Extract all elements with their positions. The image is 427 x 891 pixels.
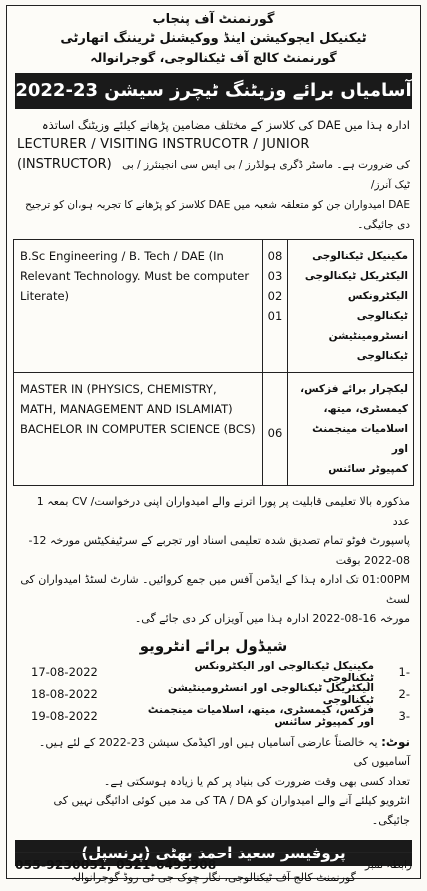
schedule-row <box>17 683 410 705</box>
header-college: گورنمنٹ کالج آف ٹیکنالوجی، گوجرانوالہ <box>90 50 337 65</box>
field-cell <box>288 240 414 373</box>
schedule-row <box>17 705 410 727</box>
schedule-date: 17-08-2022 <box>31 664 98 679</box>
post-field: انسٹرومینٹیشن ٹیکنالوجی <box>328 330 408 362</box>
posts-table <box>13 239 414 486</box>
count-cell <box>263 240 288 373</box>
principal-banner: پروفیسر سعید احمد بھٹی (پرنسپل) <box>15 840 412 866</box>
intro-line-4: DAE امیدواران جن کو متعلقہ شعبہ میں DAE کلاسز کو پڑھانے کا تجربہ ہو،ان کو ترجیح دی جائیگی۔ <box>25 199 410 231</box>
qualification-cell <box>14 373 263 486</box>
post-count: 02 <box>267 289 283 303</box>
college-address: گورنمنٹ کالج آف ٹیکنالوجی، نگار چوک جی ٹی روڈ گوجرانوالہ <box>71 871 356 884</box>
intro-post-titles: LECTURER / VISITING INSTRUCOTR / JUNIOR <box>17 137 310 152</box>
post-field: الیکٹریکل ٹیکنالوجی <box>304 270 408 282</box>
intro-line-3 <box>17 155 410 195</box>
schedule-number: 3- <box>398 708 410 723</box>
instructions-line: 01:00PM تک ادارہ ہذا کے ایڈمن آفس میں جمع کروائیں۔ شارٹ لسٹڈ امیدواران کی لسٹ <box>20 573 410 606</box>
advertisement-page <box>6 5 421 884</box>
title-banner: آسامیاں برائے وزیٹنگ ٹیچرز سیشن 23-2022 <box>15 73 412 109</box>
intro-instructor: (INSTRUCTOR) <box>17 157 112 172</box>
instructions-line: پاسپورٹ فوٹو تمام تصدیق شدہ تعلیمی اسناد اور تجربے کے سرٹیفکیٹس مورخہ 12-08-2022 بوقت <box>28 534 410 567</box>
schedule-row <box>17 661 410 683</box>
post-count: 06 <box>267 426 283 440</box>
qualification-masters: MASTER IN (PHYSICS, CHEMISTRY, MATH, MANAGEMENT AND ISLAMIAT) <box>20 382 233 416</box>
schedule-title: شیڈول برائے انٹرویو <box>139 636 288 655</box>
post-field: مکینیکل ٹیکنالوجی <box>312 250 408 262</box>
schedule-date: 19-08-2022 <box>31 708 98 723</box>
interview-schedule <box>17 661 410 727</box>
instructions-line: مذکورہ بالا تعلیمی قابلیت پر پورا اترنے والے امیدواران اپنی درخواست/ CV بمعہ 1 عدد <box>36 495 410 528</box>
intro-line-1: ادارہ ہذا میں DAE کی کلاسز کے مختلف مضامین پڑھانے کیلئے وزیٹنگ اساتذہ <box>41 118 410 132</box>
header-authority: ٹیکنیکل ایجوکیشن اینڈ ووکیشنل ٹریننگ اتھارٹی <box>60 31 367 46</box>
post-count: 01 <box>267 309 283 323</box>
schedule-subjects: مکینیکل ٹیکنالوجی اور الیکٹرونکس ٹیکنالوجی <box>194 659 374 684</box>
schedule-date: 18-08-2022 <box>31 686 98 701</box>
contact-bar <box>15 852 412 872</box>
application-instructions <box>17 492 410 629</box>
schedule-number: 2- <box>398 686 410 701</box>
post-field: اسلامیات مینجمنٹ اور <box>312 423 408 455</box>
post-count: 08 <box>267 249 283 263</box>
schedule-number: 1- <box>398 664 410 679</box>
header-govt-punjab: گورنمنٹ آف پنجاب <box>152 12 275 27</box>
note-line-3: انٹرویو کیلئے آنے والے امیدواران کو TA / DA کی مد میں کوئی ادائیگی نہیں کی جائیگی۔ <box>53 794 410 827</box>
intro-requirement: کی ضرورت ہے۔ ماسٹر ڈگری ہولڈرز / بی ایس سی انجینئرز / بی ٹیک آنرز/ <box>122 159 410 191</box>
contact-phones: 055-9230051, 0321-6493908 <box>15 858 217 872</box>
post-field: لیکچرار برائے فزکس، <box>300 383 408 395</box>
note-label: نوٹ: <box>381 734 410 749</box>
table-row <box>14 240 414 373</box>
note-line-1 <box>17 733 410 772</box>
note-line-2: تعداد کسی بھی وقت ضرورت کی بنیاد پر کم یا زیادہ ہوسکتی ہے۔ <box>103 774 410 788</box>
note-section <box>17 733 410 831</box>
qualification-bachelor: BACHELOR IN COMPUTER SCIENCE (BCS) <box>20 422 256 436</box>
post-field: الیکٹرونکس ٹیکنالوجی <box>347 290 408 322</box>
post-field: کمپیوٹر سائنس <box>328 463 408 475</box>
post-field: کیمسٹری، میتھ، <box>323 403 408 415</box>
field-cell <box>288 373 414 486</box>
schedule-subjects: الیکٹریکل ٹیکنالوجی اور انسٹرومینٹیشن ٹیکنالوجی <box>168 681 374 706</box>
instructions-line: مورخہ 16-08-2022 ادارہ ہذا میں آویزاں کر دی جائے گی۔ <box>134 612 410 625</box>
note-text: یہ خالصتاً عارضی آسامیاں ہیں اور اکیڈمک سیشن 23-2022 کے لئے ہیں۔ آسامیوں کی <box>38 735 410 768</box>
qualification-cell: B.Sc Engineering / B. Tech / DAE (In Relevant Technology. Must be computer Literate) <box>14 240 263 373</box>
post-count: 03 <box>267 269 283 283</box>
intro-paragraph <box>17 115 410 235</box>
count-cell <box>263 373 288 486</box>
table-row <box>14 373 414 486</box>
schedule-subjects: فزکس، کیمسٹری، میتھ، اسلامیات مینجمنٹ اور کمپیوٹر سائنس <box>147 703 374 728</box>
contact-label: رابطہ نمبر <box>365 859 412 871</box>
